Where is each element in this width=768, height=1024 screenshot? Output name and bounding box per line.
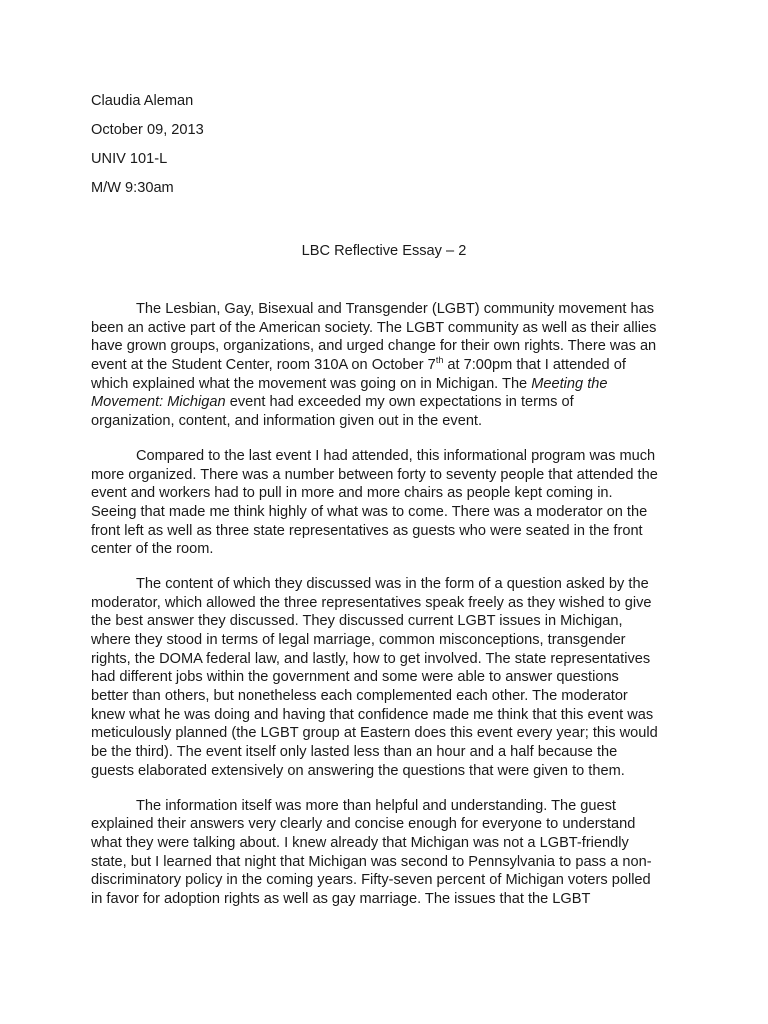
paragraph-line — [91, 356, 691, 375]
paragraph-line: front left as well as three state representatives as guests who were seated in the front — [91, 522, 643, 539]
paragraph-line: explained their answers very clearly and concise enough for everyone to understand — [91, 816, 636, 833]
paragraph-line — [91, 393, 691, 412]
essay-title: LBC Reflective Essay – 2 — [301, 243, 467, 259]
line-text: at 7:00pm that I attended of — [443, 357, 626, 374]
event-name-italic: Movement: Michigan — [91, 394, 226, 411]
paragraph-line — [91, 375, 691, 394]
paragraph-line: the best answer they discussed. They discussed current LGBT issues in Michigan, — [91, 613, 623, 630]
essay-paragraph — [91, 575, 691, 781]
paragraph-line: The Lesbian, Gay, Bisexual and Transgender (LGBT) community movement has — [136, 301, 655, 317]
paragraph-line: had different jobs within the government and some were able to answer questions — [91, 669, 619, 686]
line-text: which explained what the movement was going on in Michigan. The — [91, 375, 532, 392]
paragraph-line: center of the room. — [91, 541, 214, 558]
paragraph-line: be the third). The event itself only lasted less than an hour and a half because the — [91, 744, 618, 761]
course-code: UNIV 101-L — [91, 151, 168, 167]
paragraph-line: Seeing that made me think highly of what was to come. There was a moderator on the — [91, 503, 648, 520]
paragraph-line: event and workers had to pull in more and more chairs as people kept coming in. — [91, 485, 613, 502]
document-date: October 09, 2013 — [91, 122, 204, 138]
line-text: event at the Student Center, room 310A on October 7 — [91, 357, 436, 374]
essay-paragraph — [91, 300, 691, 431]
ordinal-superscript: th — [435, 355, 444, 366]
paragraph-line: The information itself was more than helpful and understanding. The guest — [136, 797, 616, 814]
line-text: event had exceeded my own expectations in terms of — [225, 394, 574, 411]
paragraph-line: organization, content, and information given out in the event. — [91, 413, 483, 430]
paragraph-line: guests elaborated extensively on answering the questions that were given to them. — [91, 762, 625, 779]
document-header — [91, 92, 491, 208]
paragraph-line: where they stood in terms of legal marriage, common misconceptions, transgender — [91, 632, 626, 648]
paragraph-line: more organized. There was a number between forty to seventy people that attended the — [91, 466, 658, 483]
paragraph-line: what they were talking about. I knew already that Michigan was not a LGBT-friendly — [91, 834, 629, 851]
class-schedule: M/W 9:30am — [91, 180, 174, 196]
paragraph-line: rights, the DOMA federal law, and lastly, how to get involved. The state representatives — [91, 650, 651, 667]
paragraph-line: Compared to the last event I had attended, this informational program was much — [136, 447, 656, 464]
paragraph-line: state, but I learned that night that Michigan was second to Pennsylvania to pass a non- — [91, 853, 652, 870]
paragraph-line: been an active part of the American society. The LGBT community as well as their allies — [91, 319, 657, 336]
paragraph-line: have grown groups, organizations, and urged change for their own rights. There was an — [91, 338, 657, 355]
author-name: Claudia Aleman — [91, 93, 194, 109]
paragraph-line: moderator, which allowed the three representatives speak freely as they wished to give — [91, 594, 652, 611]
paragraph-line: meticulously planned (the LGBT group at Eastern does this event every year; this would — [91, 725, 658, 742]
paragraph-line: in favor for adoption rights as well as gay marriage. The issues that the LGBT — [91, 890, 591, 907]
essay-body — [91, 300, 691, 925]
paragraph-line: The content of which they discussed was in the form of a question asked by the — [136, 575, 649, 592]
essay-paragraph — [91, 447, 691, 559]
paragraph-line: discriminatory policy in the coming years. Fifty-seven percent of Michigan voters polled — [91, 872, 651, 889]
paragraph-line: knew what he was doing and having that confidence made me think that this event was — [91, 706, 654, 723]
essay-paragraph — [91, 797, 691, 909]
paragraph-line: better than others, but nonetheless each complemented each other. The moderator — [91, 688, 628, 705]
event-name-italic: Meeting the — [531, 375, 608, 392]
